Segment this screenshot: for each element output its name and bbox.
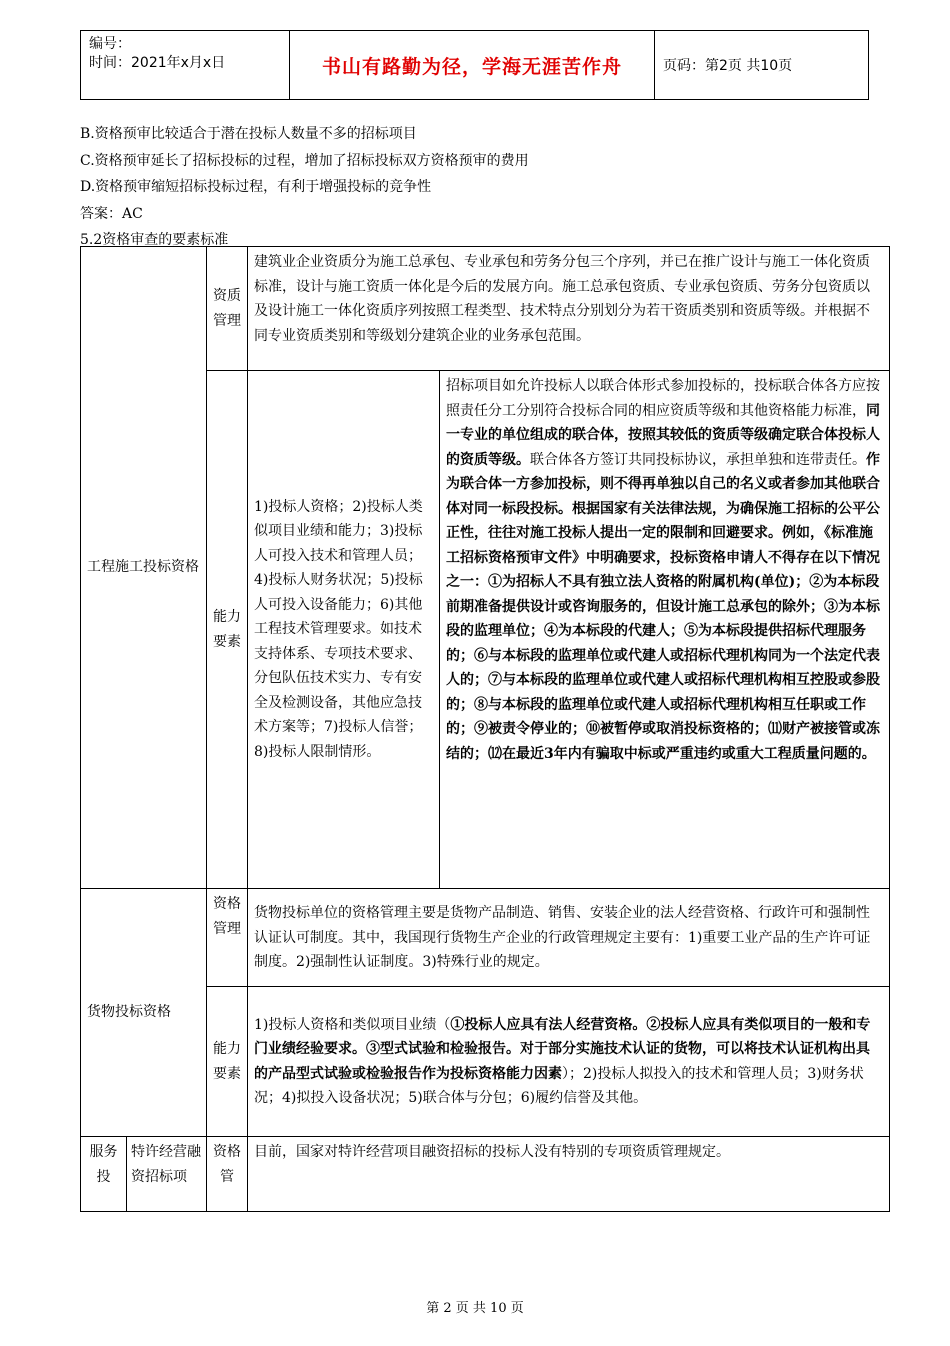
header-page-label: 页码：第2页 共10页 [655,31,869,100]
detail-part-4: 作为联合体一方参加投标，则不得再单独以自己的名义或者参加其他联合体对同一标段投标。根据国家有关法律法规，为确保施工招标的公平公正性，往往对施工投标人提出一定的限制和回避要求。例如，《标准施工招标资格预审文件》中明确要求，投标资格申请人不得存在以下情况之一：①为招标人不具有独立法人资格的附属机构(单位)；②为本标段前期准备提供设计或咨询服务的，但设计施工总承包的除外；③为本标段的监理单位；④为本标段的代建人；⑤为本标段提供招标代理服务的；⑥与本标段的监理单位或代建人或招标代理机构同为一个法定代表人的；⑦与本标段的监理单位或代建人或招标代理机构相互控股或参股的；⑧与本标段的监理单位或代建人或招标代理机构相互任职或工作的；⑨被责令停业的；⑩被暂停或取消投标资格的；⑾财产被接管或冻结的；⑿在最近3年内有骗取中标或严重违约或重大工程质量问题的。 [446,451,880,762]
service-qual-text: 目前，国家对特许经营项目融资招标的投标人没有特别的专项资质管理规定。 [248,1137,890,1212]
service-qual-label: 资格管 [207,1137,248,1212]
option-d: D.资格预审缩短招标投标过程，有利于增强投标的竞争性 [80,179,432,195]
detail-part-2: 同一专业的单位组成的联合体，按照其较低的资质等级确定联合体投标人的资质等级。 [446,402,880,468]
header-meta [81,31,290,100]
goods-ability-text [248,987,890,1137]
header-motto: 书山有路勤为径，学海无涯苦作舟 [290,31,655,100]
construction-ability-detail [440,371,890,889]
construction-ability-label: 能力要素 [207,371,248,889]
service-sub-category: 特许经营融资招标项 [127,1137,207,1212]
option-b: B.资格预审比较适合于潜在投标人数量不多的招标项目 [80,126,417,142]
section-heading: 5.2资格审查的要素标准 [80,232,229,248]
service-category: 服务投 [81,1137,127,1212]
qualification-table [80,246,890,1212]
goods-category: 货物投标资格 [81,889,207,1137]
document-number-label: 编号： [89,36,131,52]
construction-qual-text: 建筑业企业资质分为施工总承包、专业承包和劳务分包三个序列，并已在推广设计与施工一体化资质标准，设计与施工资质一体化是今后的发展方向。施工总承包资质、专业承包资质、劳务分包资质以及设计施工一体化资质序列按照工程类型、技术特点分别划分为若干资质类别和资质等级。并根据不同专业资质类别和等级划分建筑企业的业务承包范围。 [248,247,890,371]
goods-ability-part-a: 1)投标人资格和类似项目业绩（ [254,1016,451,1033]
goods-qual-label: 资格管理 [207,889,248,987]
construction-qual-label: 资质管理 [207,247,248,371]
goods-ability-part-b: ①投标人应具有法人经营资格。②投标人应具有类似项目的一般和专门业绩经验要求。③型式试验和检验报告。对于部分实施技术认证的货物，可以将技术认证机构出具的产品型式试验或检验报告作为投标资格能力因素 [254,1016,871,1082]
goods-qual-text: 货物投标单位的资格管理主要是货物产品制造、销售、安装企业的法人经营资格、行政许可和强制性认证认可制度。其中，我国现行货物生产企业的行政管理规定主要有：1)重要工业产品的生产许可证制度。2)强制性认证制度。3)特殊行业的规定。 [248,889,890,987]
detail-part-3: 联合体各方签订共同投标协议，承担单独和连带责任。 [530,451,866,468]
goods-ability-part-c: ）；2)投标人拟投入的技术和管理人员；3)财务状况；4)拟投入设备状况；5)联合体与分包；6)履约信誉及其他。 [254,1065,864,1106]
construction-ability-list: 1)投标人资格；2)投标人类似项目业绩和能力；3)投标人可投入技术和管理人员；4)投标人财务状况；5)投标人可投入设备能力；6)其他工程技术管理要求。如技术支持体系、专项技术要求、分包队伍技术实力、专有安全及检测设备，其他应急技术方案等；7)投标人信誉；8)投标人限制情形。 [248,371,440,889]
page-footer: 第 2 页 共 10 页 [426,1301,524,1316]
preceding-text [80,121,529,254]
detail-part-1: 招标项目如允许投标人以联合体形式参加投标的，投标联合体各方应按照责任分工分别符合投标合同的相应资质等级和其他资格能力标准， [446,378,880,419]
page-header [80,30,869,100]
construction-category: 工程施工投标资格 [81,247,207,889]
goods-ability-label: 能力要素 [207,987,248,1137]
answer-line: 答案：AC [80,205,143,222]
option-c: C.资格预审延长了招标投标的过程，增加了招标投标双方资格预审的费用 [80,152,529,169]
document-time-label: 时间：2021年x月x日 [89,55,226,71]
